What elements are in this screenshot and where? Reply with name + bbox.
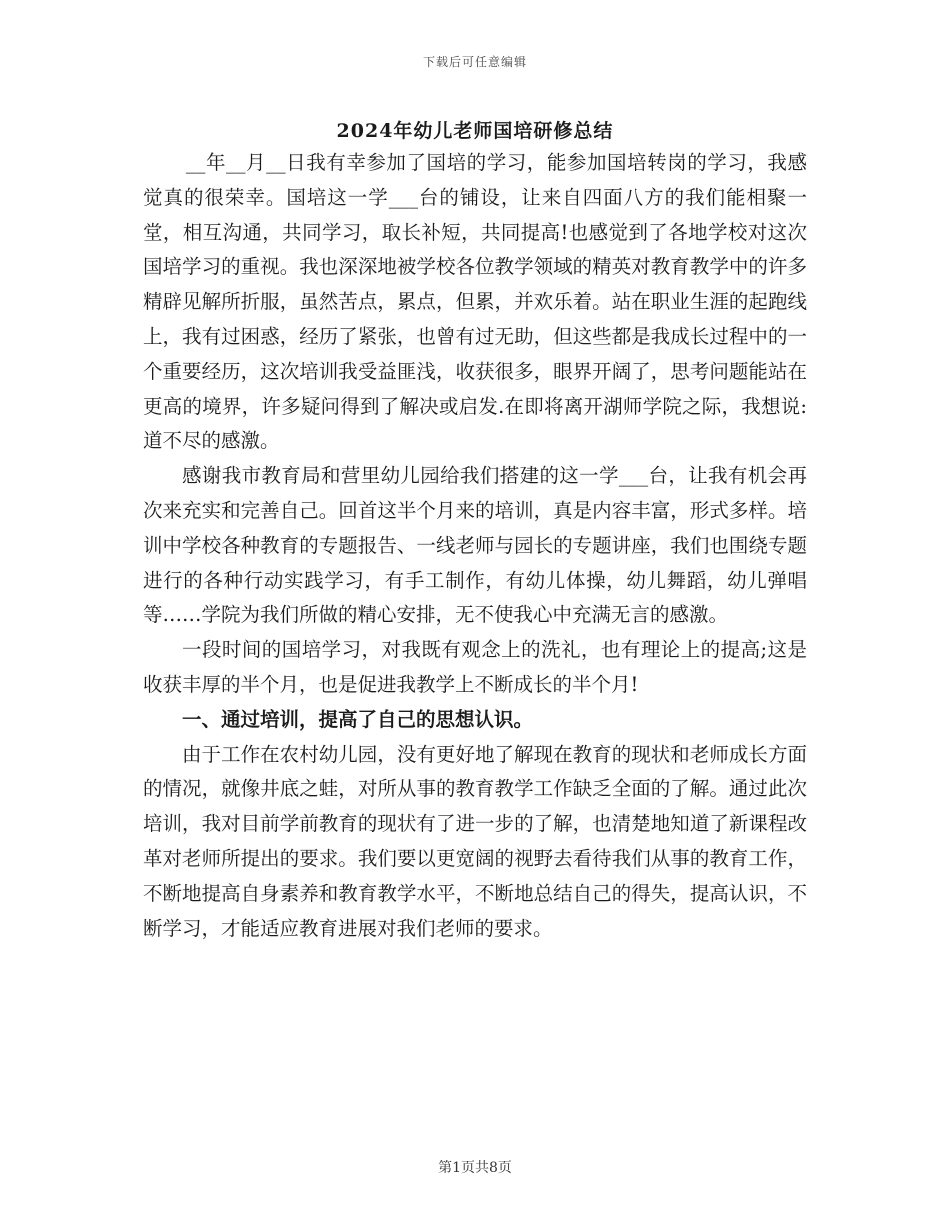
header-note: 下载后可任意编辑 — [422, 55, 527, 69]
section-heading: 一、通过培训，提高了自己的思想认识。 — [182, 707, 534, 731]
paragraph-summary: 一段时间的国培学习，对我既有观念上的洗礼，也有理论上的提高;这是收获丰厚的半个月，也是促进我教学上不断成长的半个月! — [143, 638, 807, 696]
section-paragraph: 由于工作在农村幼儿园，没有更好地了解现在教育的现状和老师成长方面的情况，就像井底之蛙，对所从事的教育教学工作缺乏全面的了解。通过此次培训，我对目前学前教育的现状有了进一步的了解，也清楚地知道了新课程改革对老师所提出的要求。我们要以更宽阔的视野去看待我们从事的教育工作，不断地提高自身素养和教育教学水平，不断地总结自己的得失，提高认识，不断学习，才能适应教育进展对我们老师的要求。 — [143, 742, 807, 940]
page-footer: 第1页共8页 — [438, 1160, 512, 1176]
paragraph-thanks: 感谢我市教育局和营里幼儿园给我们搭建的这一学___台，让我有机会再次来充实和完善自己。回首这半个月来的培训，真是内容丰富，形式多样。培训中学校各种教育的专题报告、一线老师与园长的专题讲座，我们也围绕专题进行的各种行动实践学习，有手工制作，有幼儿体操，幼儿舞蹈，幼儿弹唱等……学院为我们所做的精心安排，无不使我心中充满无言的感激。 — [143, 464, 807, 627]
document-title: 2024年幼儿老师国培研修总结 — [336, 120, 614, 142]
document-body — [143, 146, 807, 946]
paragraph-intro: __年__月__日我有幸参加了国培的学习，能参加国培转岗的学习，我感觉真的很荣幸。国培这一学___台的铺设，让来自四面八方的我们能相聚一堂，相互沟通，共同学习，取长补短，共同提高!也感觉到了各地学校对这次国培学习的重视。我也深深地被学校各位教学领域的精英对教育教学中的许多精辟见解所折服，虽然苦点，累点，但累，并欢乐着。站在职业生涯的起跑线上，我有过困惑，经历了紧张，也曾有过无助，但这些都是我成长过程中的一个重要经历，这次培训我受益匪浅，收获很多，眼界开阔了，思考问题能站在更高的境界，许多疑问得到了解决或启发.在即将离开湖师学院之际，我想说:道不尽的感激。 — [143, 151, 807, 453]
